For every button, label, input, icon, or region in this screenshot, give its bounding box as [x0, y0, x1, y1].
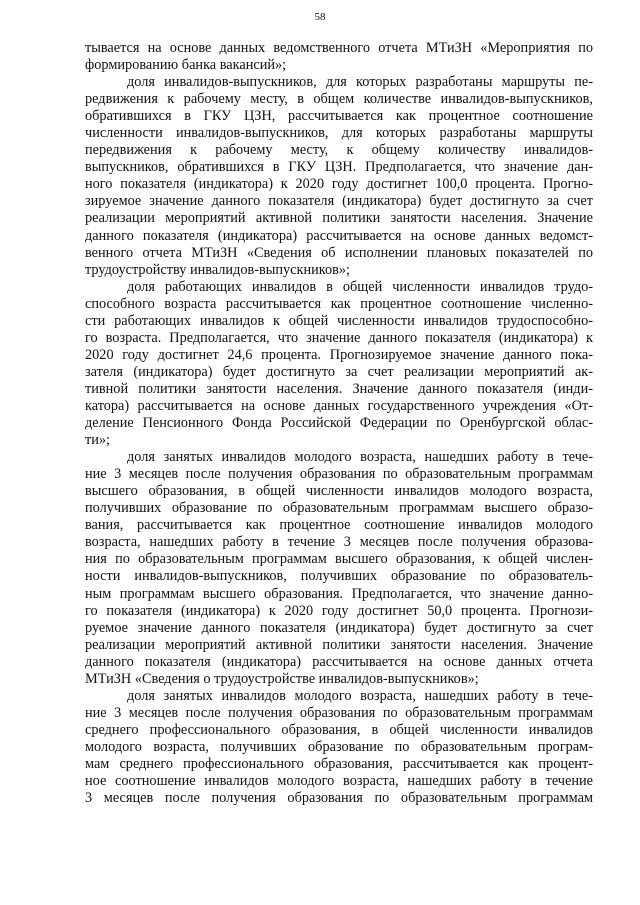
text-line: выпускников, обратившихся в ГКУ ЦЗН. Предполагается, что значение дан- — [85, 159, 593, 176]
text-line: возраста, нашедших работу в течение 3 месяцев после получения образова- — [85, 534, 593, 551]
text-line: 3 месяцев после получения образования по образовательным программам — [85, 790, 593, 807]
text-line: венного отчета МТиЗН «Сведения об исполнении плановых показателей по — [85, 244, 593, 261]
text-line: доля инвалидов-выпускников, для которых разработаны маршруты пе- — [127, 74, 593, 91]
text-line: среднего профессионального образования, в общей численности инвалидов — [85, 721, 593, 738]
text-line: руемое значение данного показателя (индикатора) будет достигнуто за счет — [85, 619, 593, 636]
text-line: доля занятых инвалидов молодого возраста, нашедших работу в тече- — [127, 687, 593, 704]
text-line: МТиЗН «Сведения о трудоустройстве инвалидов-выпускников»; — [85, 670, 479, 687]
text-line: тывается на основе данных ведомственного отчета МТиЗН «Мероприятия по — [85, 40, 593, 56]
text-line: редвижения к рабочему месту, в общем количестве инвалидов-выпускников, — [85, 91, 593, 108]
text-line: численности инвалидов-выпускников, для которых разработаны маршруты — [85, 125, 593, 142]
text-line: формированию банка вакансий»; — [85, 57, 287, 74]
text-line: деление Пенсионного Фонда Российской Федерации по Оренбургской облас- — [85, 415, 593, 432]
text-line: трудоустройству инвалидов-выпускников»; — [85, 261, 350, 278]
text-line: данного показателя (индикатора) рассчитывается на основе данных отчета — [85, 653, 593, 670]
text-line: вания, рассчитывается как процентное соотношение инвалидов молодого — [85, 517, 593, 534]
text-line: способного возраста рассчитывается как процентное соотношение численно- — [85, 295, 593, 312]
text-line: реализации мероприятий активной политики занятости населения. Значение — [85, 636, 593, 653]
text-line: го возраста. Предполагается, что значение данного показателя (индикатора) к — [85, 329, 593, 346]
text-line: реализации мероприятий активной политики занятости населения. Значение — [85, 210, 593, 227]
text-line: ным программам высшего образования. Предполагается, что значение данно- — [85, 585, 593, 602]
text-line: тивной политики занятости населения. Значение данного показателя (инди- — [85, 380, 593, 397]
text-line: го показателя (индикатора) к 2020 году достигнет 50,0 процента. Прогнози- — [85, 602, 593, 619]
document-body-text — [85, 40, 593, 807]
text-line: передвижения к рабочему месту, к общему количеству инвалидов- — [85, 142, 593, 159]
text-line: сти работающих инвалидов к общей численности инвалидов трудоспособно- — [85, 312, 593, 329]
text-line: ния по образовательным программам высшего образования, к общей числен- — [85, 551, 593, 568]
text-line: доля занятых инвалидов молодого возраста, нашедших работу в тече- — [127, 449, 593, 466]
text-line: ного показателя (индикатора) к 2020 году достигнет 100,0 процента. Прогно- — [85, 176, 593, 193]
text-line: ти»; — [85, 432, 111, 449]
text-line: катора) рассчитывается на основе данных государственного учреждения «От- — [85, 397, 593, 414]
text-line: данного показателя (индикатора) рассчитывается на основе данных ведомст- — [85, 227, 593, 244]
text-line: 2020 году достигнет 24,6 процента. Прогнозируемое значение данного пока- — [85, 346, 593, 363]
text-line: ности инвалидов-выпускников, получивших образование по образователь- — [85, 568, 593, 585]
text-line: молодого возраста, получивших образование по образовательным програм- — [85, 738, 593, 755]
text-line: доля работающих инвалидов в общей численности инвалидов трудо- — [127, 278, 593, 295]
text-line: зируемое значение данного показателя (индикатора) будет достигнуто за счет — [85, 193, 593, 210]
text-line: ние 3 месяцев после получения образования по образовательным программам — [85, 466, 593, 483]
text-line: высшего образования, в общей численности инвалидов молодого возраста, — [85, 483, 593, 500]
text-line: ние 3 месяцев после получения образования по образовательным программам — [85, 704, 593, 721]
text-line: зателя (индикатора) будет достигнуто за счет реализации мероприятий ак- — [85, 363, 593, 380]
page-number: 58 — [314, 11, 326, 23]
text-line: ное соотношение инвалидов молодого возраста, нашедших работу в течение — [85, 773, 593, 790]
text-line: мам среднего профессионального образования, рассчитывается как процент- — [85, 755, 593, 772]
text-line: получивших образование по образовательным программам высшего образо- — [85, 500, 593, 517]
text-line: обратившихся в ГКУ ЦЗН, рассчитывается как процентное соотношение — [85, 108, 593, 125]
